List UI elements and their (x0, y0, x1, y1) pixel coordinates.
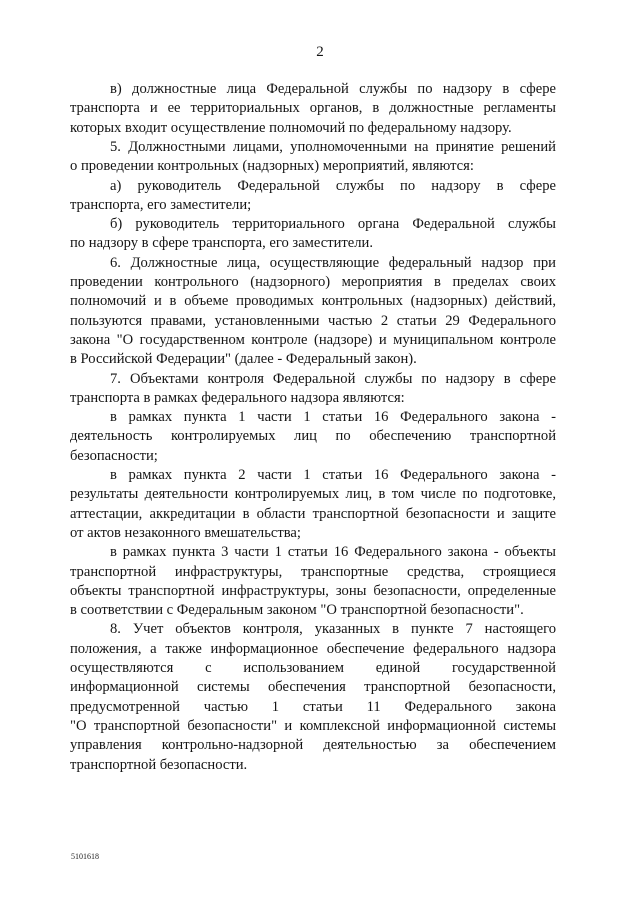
text-line: в рамках пункта 2 части 1 статьи 16 Федерального закона - (110, 467, 556, 483)
text-line: полномочий и в объеме проводимых контрольных (надзорных) действий, (70, 293, 556, 310)
text-line: а) руководитель Федеральной службы по надзору в сфере (110, 177, 556, 194)
text-line: по надзору в сфере транспорта, его заместители. (70, 235, 374, 252)
text-line: объекты транспортной инфраструктуры, зоны безопасности, определенные (70, 582, 556, 599)
text-line: в рамках пункта 3 части 1 статьи 16 Федерального закона - объекты (110, 544, 556, 561)
text-line: в рамках пункта 1 части 1 статьи 16 Федерального закона - (110, 409, 556, 426)
text-line: проведении контрольного (надзорного) мероприятия в пределах своих (70, 274, 556, 290)
text-line: управления контрольно-надзорной деятельностью за обеспечением (70, 737, 556, 754)
text-line: закона "О государственном контроле (надзоре) и муниципальном контроле (70, 331, 556, 348)
text-line: транспортной безопасности. (70, 756, 248, 773)
text-line: от актов незаконного вмешательства; (70, 524, 301, 541)
page-number: 2 (316, 44, 324, 60)
text-line: в) должностные лица Федеральной службы по надзору в сфере (110, 81, 556, 97)
text-line: 6. Должностные лица, осуществляющие федеральный надзор при (110, 254, 556, 271)
text-line: безопасности; (70, 447, 158, 464)
text-line: пользуются правами, установленными частью 2 статьи 29 Федерального (70, 312, 556, 329)
text-line: предусмотренной частью 1 статьи 11 Федерального закона (70, 698, 556, 715)
text-line: осуществляются с использованием единой государственной (70, 660, 556, 676)
text-line: б) руководитель территориального органа Федеральной службы (110, 216, 556, 233)
footer-code: 5101618 (71, 852, 99, 861)
text-line: 7. Объектами контроля Федеральной службы по надзору в сфере (110, 370, 556, 387)
text-line: о проведении контрольных (надзорных) мероприятий, являются: (70, 158, 474, 175)
text-line: 5. Должностными лицами, уполномоченными на принятие решений (110, 138, 556, 155)
text-line: деятельность контролируемых лиц по обеспечению транспортной (70, 428, 556, 445)
text-line: транспорта, его заместители; (70, 196, 252, 213)
text-line: аттестации, аккредитации в области транспортной безопасности и защите (70, 505, 556, 522)
text-line: результаты деятельности контролируемых лиц, в том числе по подготовке, (70, 486, 556, 503)
text-line: "О транспортной безопасности" и комплексной информационной системы (70, 717, 556, 734)
text-line: в соответствии с Федеральным законом "О транспортной безопасности". (70, 602, 524, 619)
text-line: транспорта и ее территориальных органов, в должностные регламенты (70, 100, 556, 117)
text-line: 8. Учет объектов контроля, указанных в пункте 7 настоящего (110, 621, 556, 638)
text-line: информационной системы обеспечения транспортной безопасности, (70, 679, 556, 696)
text-line: положения, а также информационное обеспечение федерального надзора (70, 640, 556, 657)
text-line: в Российской Федерации" (далее - Федеральный закон). (70, 351, 417, 368)
text-line: транспорта в рамках федерального надзора являются: (70, 389, 405, 406)
text-line: которых входит осуществление полномочий по федеральному надзору. (70, 119, 512, 136)
text-line: транспортной инфраструктуры, транспортные средства, строящиеся (70, 563, 556, 580)
